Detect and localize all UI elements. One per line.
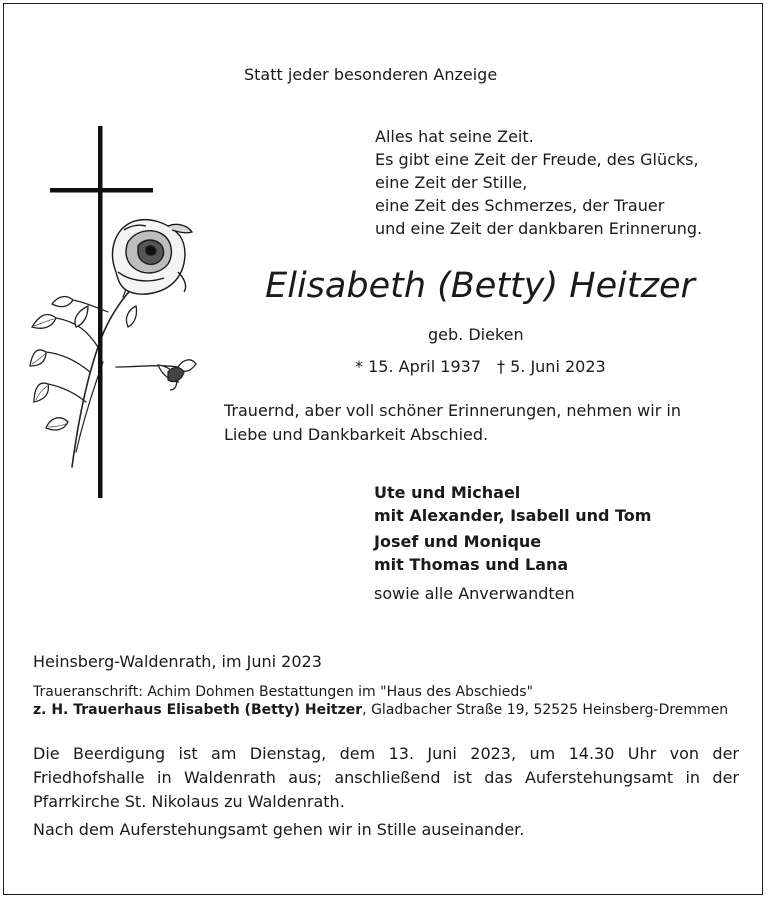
poem-line: und eine Zeit der dankbaren Erinnerung.	[375, 219, 703, 238]
deceased-name: Elisabeth (Betty) Heitzer	[265, 266, 695, 306]
mourning-address-line: Traueranschrift: Achim Dohmen Bestattungen im "Haus des Abschieds"	[33, 684, 534, 700]
poem	[375, 125, 702, 240]
poem-line: Es gibt eine Zeit der Freude, des Glücks,	[375, 150, 699, 169]
life-dates	[355, 355, 606, 378]
mourning-text	[224, 399, 681, 447]
closing-text: Nach dem Auferstehungsamt gehen wir in Stille auseinander.	[33, 820, 525, 839]
notice-header: Statt jeder besonderen Anzeige	[244, 65, 498, 84]
poem-line: eine Zeit des Schmerzes, der Trauer	[375, 196, 665, 215]
place-date: Heinsberg-Waldenrath, im Juni 2023	[33, 652, 322, 671]
funeral-text: Die Beerdigung ist am Dienstag, dem 13. Juni 2023, um 14.30 Uhr von der Friedhofshalle in Waldenrath aus; anschließend ist das Auferstehungsamt in der Pfarrkirche St. Nikolaus zu Waldenrath.	[33, 744, 739, 811]
family-member: Josef und Monique	[374, 532, 542, 551]
family-member: mit Alexander, Isabell und Tom	[374, 506, 652, 525]
birth-date: * 15. April 1937	[355, 357, 481, 376]
relatives-line: sowie alle Anverwandten	[374, 584, 575, 603]
mourning-line: Trauernd, aber voll schöner Erinnerungen, nehmen wir in	[224, 401, 681, 420]
family-member: Ute und Michael	[374, 483, 521, 502]
mourning-line: Liebe und Dankbarkeit Abschied.	[224, 425, 489, 444]
maiden-name: geb. Dieken	[428, 325, 524, 344]
poem-line: Alles hat seine Zeit.	[375, 127, 534, 146]
death-date: † 5. Juni 2023	[497, 357, 606, 376]
mourning-address-line	[33, 701, 728, 719]
family-member: mit Thomas und Lana	[374, 555, 569, 574]
family-list	[374, 481, 651, 605]
poem-line: eine Zeit der Stille,	[375, 173, 528, 192]
street-address: , Gladbacher Straße 19, 52525 Heinsberg-Dremmen	[362, 702, 729, 718]
cross-with-rose-icon	[28, 122, 198, 504]
mourning-house: z. H. Trauerhaus Elisabeth (Betty) Heitzer	[33, 702, 363, 718]
